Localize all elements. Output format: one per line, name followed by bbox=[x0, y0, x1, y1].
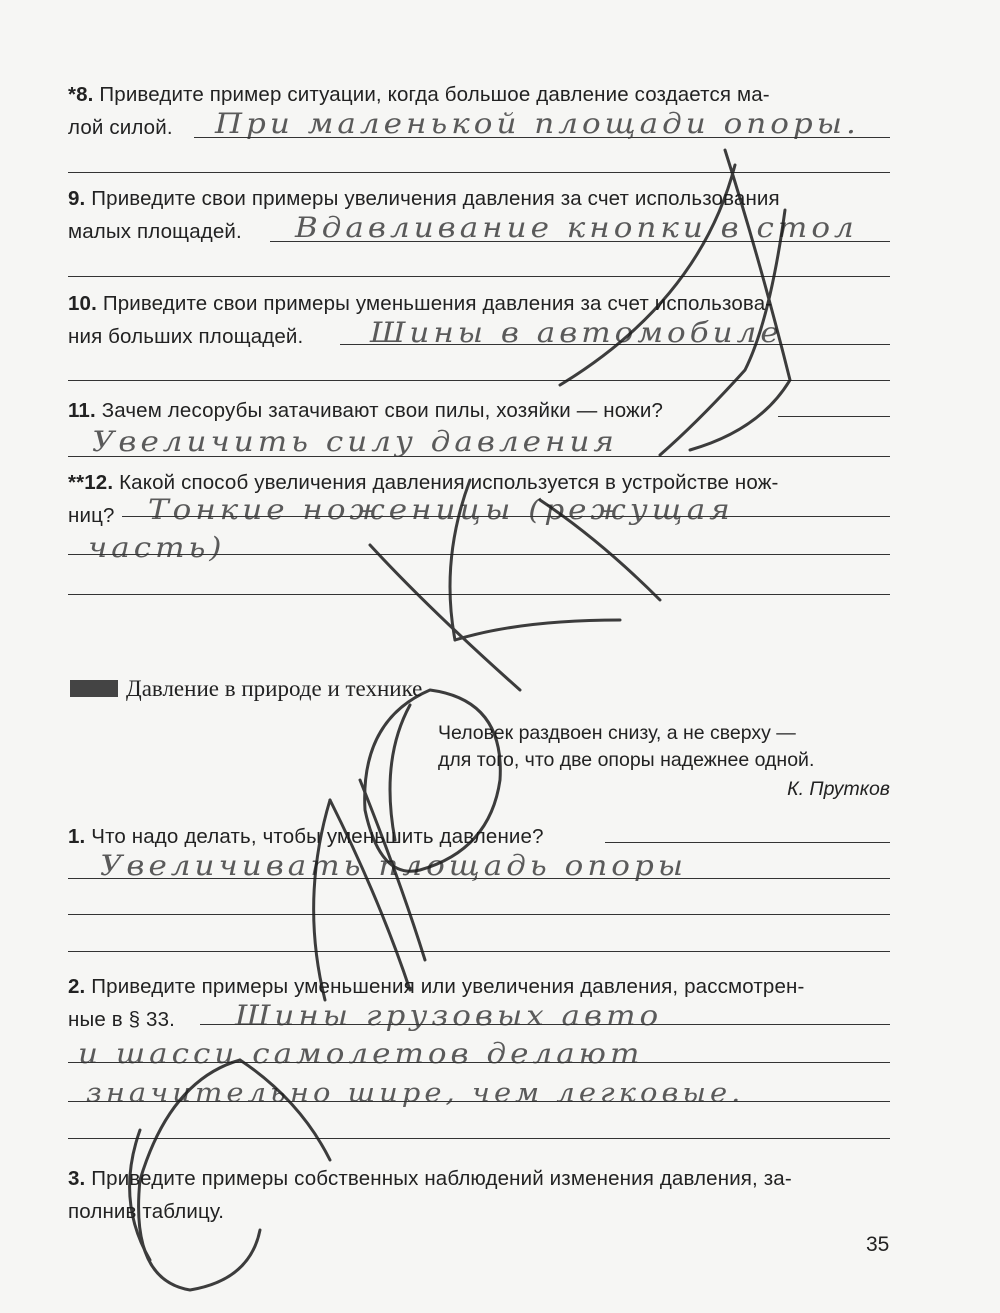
answer-line bbox=[340, 344, 890, 345]
question-text-cont: лой силой. bbox=[68, 116, 173, 139]
question-text: Приведите свои примеры уменьшения давления за счет использова- bbox=[102, 292, 773, 315]
question-number: *8. bbox=[68, 83, 94, 106]
answer-line bbox=[68, 878, 890, 879]
handwritten-answer: Увеличить силу давления bbox=[92, 425, 618, 458]
epigraph-author: К. Прутков bbox=[787, 778, 890, 800]
section-title-text: Давление в природе и технике bbox=[126, 676, 423, 701]
answer-line bbox=[200, 1024, 890, 1025]
answer-line bbox=[68, 594, 890, 595]
section-question-1 bbox=[68, 820, 890, 853]
answer-line bbox=[68, 554, 890, 555]
question-number: 10. bbox=[68, 292, 97, 315]
question-number: 11. bbox=[68, 399, 96, 422]
answer-line bbox=[68, 1101, 890, 1102]
epigraph-line: Человек раздвоен снизу, а не сверху — bbox=[438, 722, 796, 744]
section-title bbox=[70, 676, 422, 702]
question-text-cont: полнив таблицу. bbox=[68, 1200, 225, 1223]
question-text-cont: ния больших площадей. bbox=[68, 325, 304, 348]
answer-line bbox=[194, 137, 890, 138]
section-marker bbox=[70, 680, 118, 697]
handwritten-answer-cont: часть) bbox=[88, 531, 226, 564]
answer-line bbox=[68, 951, 890, 952]
stamp-stroke bbox=[240, 1060, 330, 1160]
question-text: Приведите свои примеры увеличения давления за счет использования bbox=[91, 187, 780, 210]
stamp-stroke bbox=[455, 620, 620, 640]
answer-line bbox=[68, 914, 890, 915]
question-number: 2. bbox=[68, 975, 86, 998]
handwritten-answer: Тонкие ноженицы (режущая bbox=[148, 493, 734, 526]
handwritten-answer: Увеличивать площадь опоры bbox=[100, 849, 688, 882]
handwritten-answer: Шины грузовых авто bbox=[235, 999, 663, 1032]
stamp-stroke bbox=[370, 545, 520, 690]
answer-line bbox=[68, 1138, 890, 1139]
answer-line bbox=[68, 456, 890, 457]
question-number: 1. bbox=[68, 825, 86, 848]
epigraph-line: для того, что две опоры надежнее одной. bbox=[438, 749, 815, 771]
question-number: **12. bbox=[68, 471, 114, 494]
question-text-cont: малых площадей. bbox=[68, 220, 242, 243]
handwritten-answer: При маленькой площади опоры. bbox=[215, 107, 860, 140]
question-text: Приведите примеры уменьшения или увеличения давления, рассмотрен- bbox=[91, 975, 805, 998]
answer-line bbox=[122, 516, 890, 517]
question-text-cont: ниц? bbox=[68, 504, 115, 527]
answer-line bbox=[270, 241, 890, 242]
question-number: 9. bbox=[68, 187, 86, 210]
answer-line bbox=[605, 842, 890, 843]
question-text: Зачем лесорубы затачивают свои пилы, хозяйки — ножи? bbox=[101, 399, 664, 422]
question-11 bbox=[68, 394, 890, 427]
question-number: 3. bbox=[68, 1167, 86, 1190]
handwritten-answer: Вдавливание кнопки в стол bbox=[295, 211, 858, 244]
answer-line bbox=[68, 1062, 890, 1063]
handwritten-answer-cont: и шасси самолетов делают bbox=[78, 1037, 644, 1070]
answer-line bbox=[68, 380, 890, 381]
question-text-cont: ные в § 33. bbox=[68, 1008, 175, 1031]
epigraph bbox=[438, 720, 890, 774]
answer-line bbox=[68, 172, 890, 173]
handwritten-answer-cont: значительно шире, чем легковые. bbox=[86, 1077, 745, 1108]
question-text: Приведите примеры собственных наблюдений изменения давления, за- bbox=[91, 1167, 792, 1190]
handwritten-answer: Шины в автомобиле bbox=[370, 316, 783, 349]
section-question-3 bbox=[68, 1162, 890, 1228]
answer-line bbox=[68, 276, 890, 277]
question-text: Приведите пример ситуации, когда большое давление создается ма- bbox=[99, 83, 770, 106]
answer-line bbox=[778, 416, 890, 417]
question-text: Какой способ увеличения давления используется в устройстве нож- bbox=[119, 471, 779, 494]
page-number: 35 bbox=[866, 1233, 890, 1256]
question-text: Что надо делать, чтобы уменьшить давление? bbox=[91, 825, 544, 848]
